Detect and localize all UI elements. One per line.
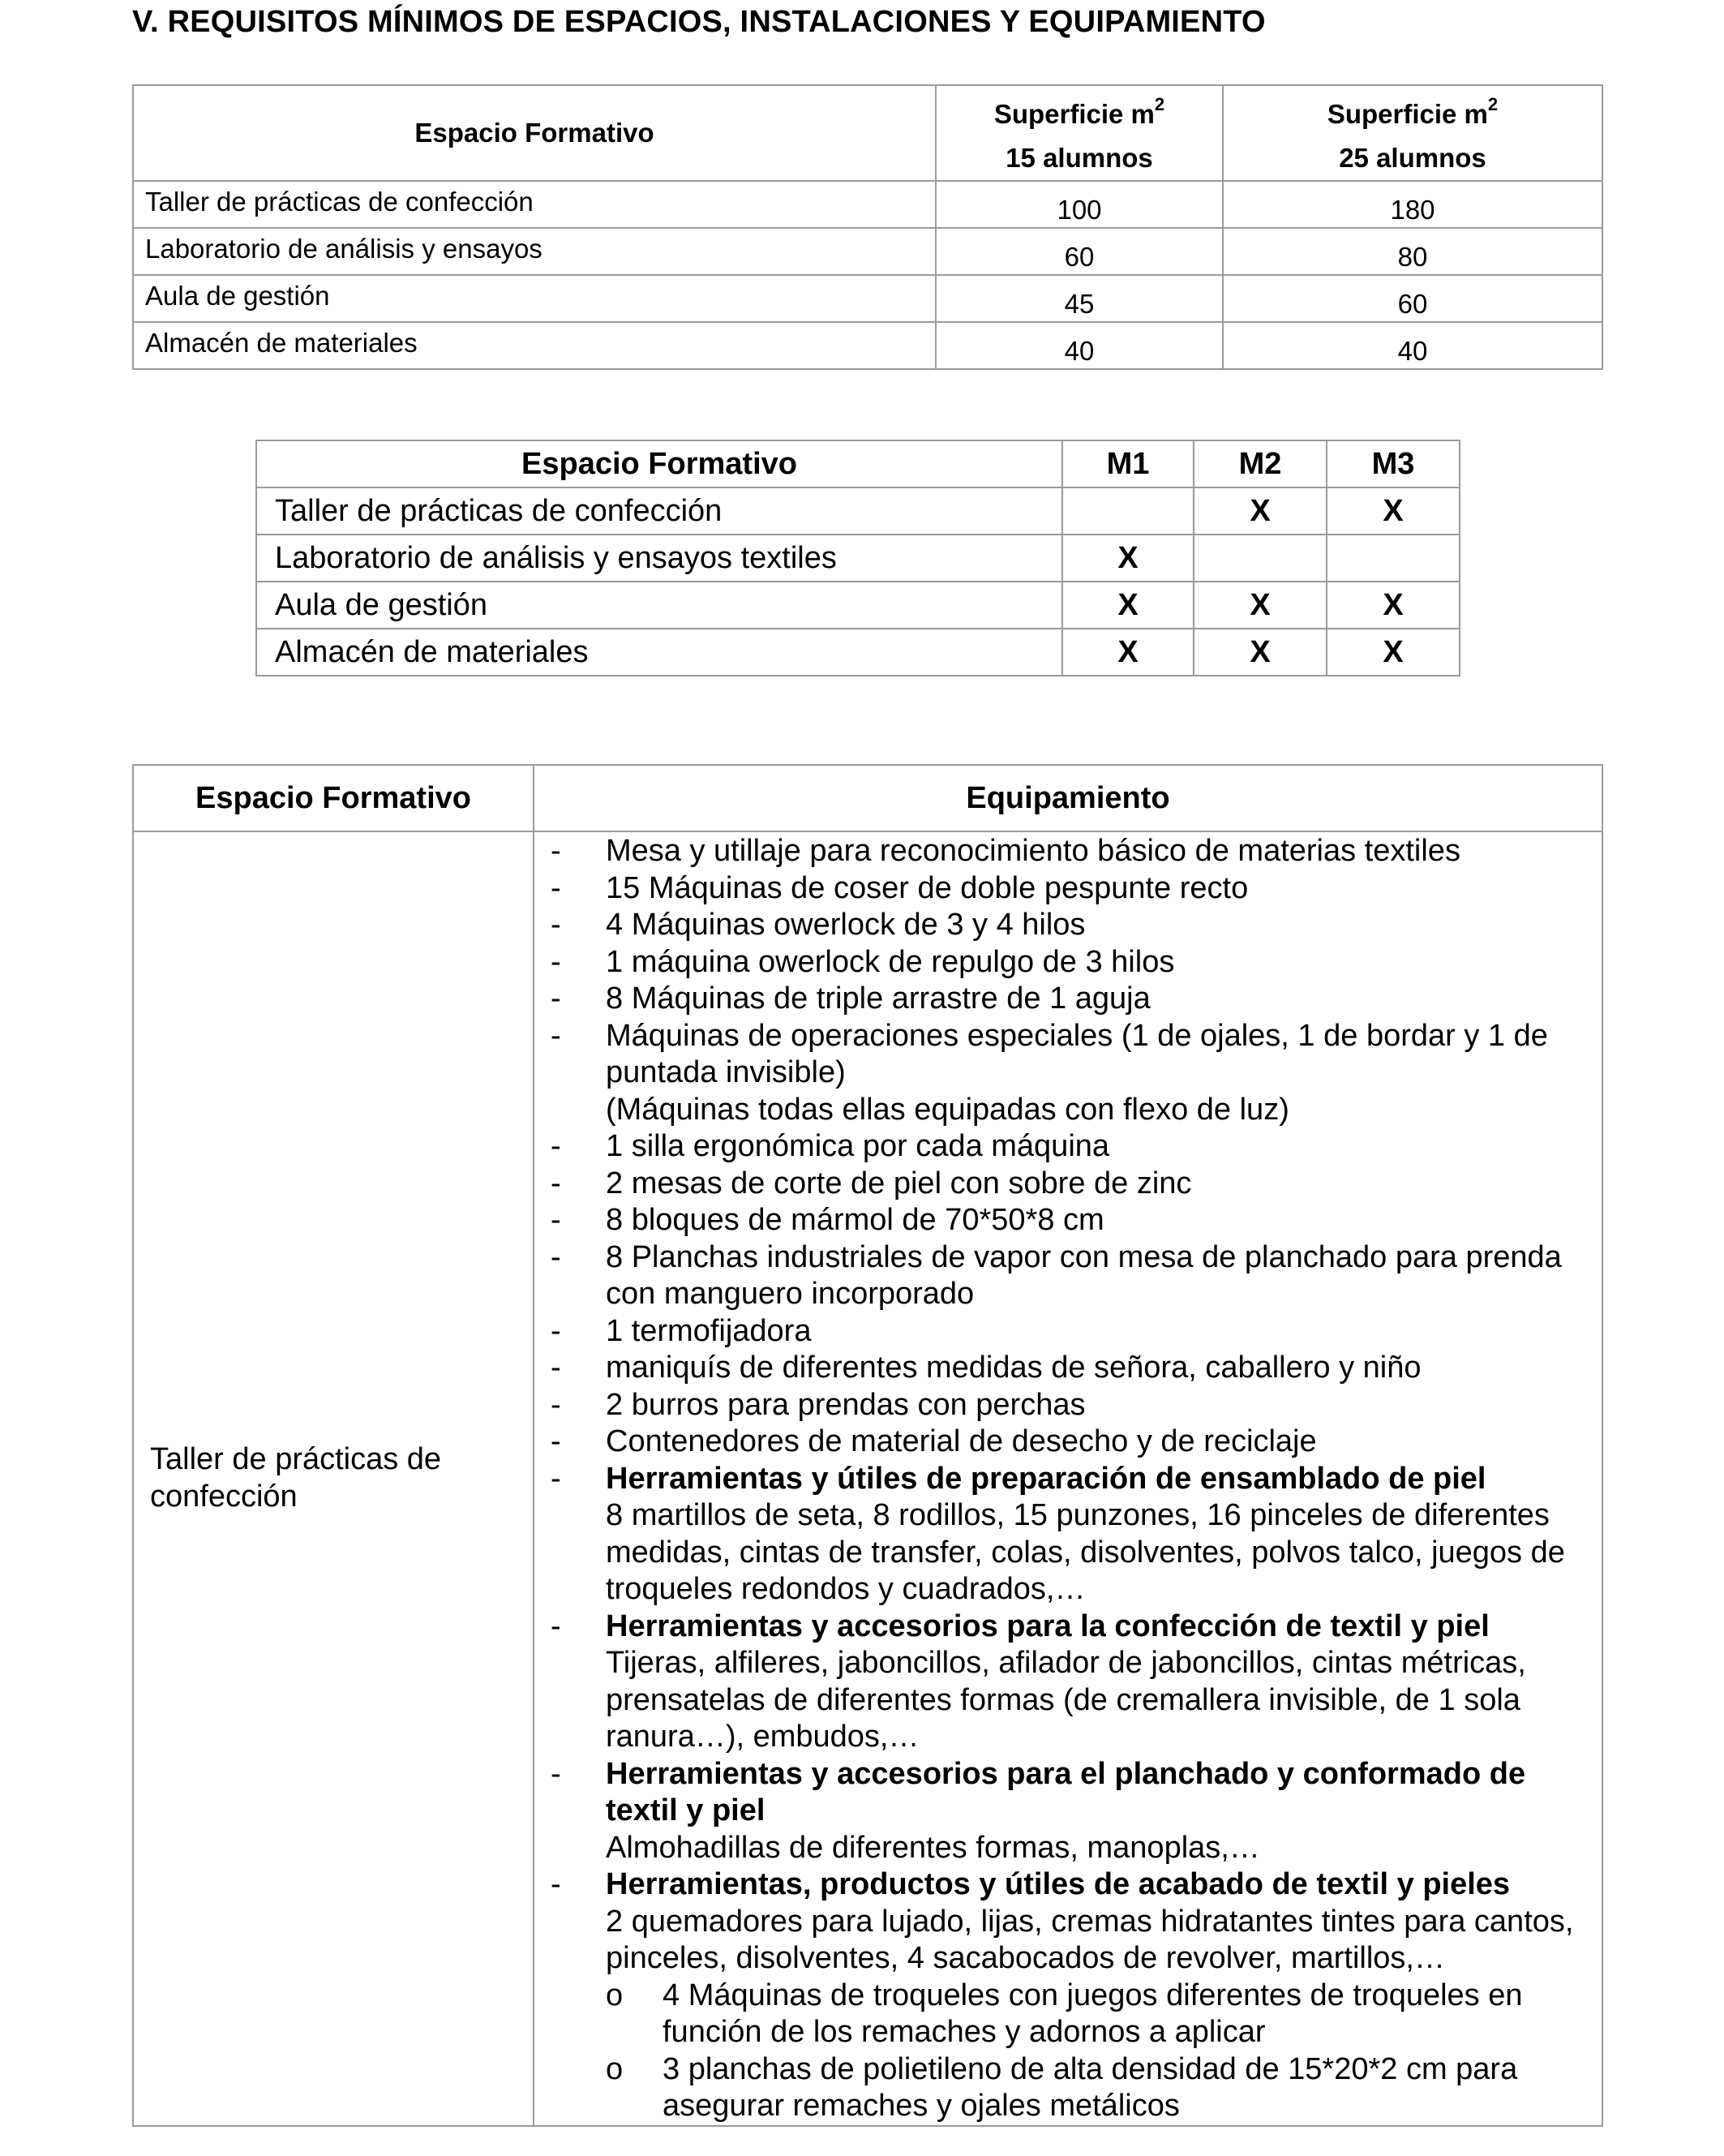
table-row bbox=[133, 228, 1602, 275]
bullet-dash: - bbox=[551, 1608, 561, 1643]
header-space-label: Espacio Formativo bbox=[414, 118, 654, 148]
equipment-sublist bbox=[606, 1978, 1577, 2125]
equipment-item-text: 1 termofijadora bbox=[606, 1313, 812, 1348]
bullet-dash: - bbox=[551, 1129, 561, 1163]
equipment-table bbox=[132, 764, 1603, 2127]
bullet-dash: - bbox=[551, 1756, 561, 1791]
surface-25: 80 bbox=[1223, 228, 1602, 275]
equipment-item-text: Contenedores de material de desecho y de reciclaje bbox=[606, 1424, 1317, 1458]
space-name: Laboratorio de análisis y ensayos textiles bbox=[256, 535, 1062, 582]
header-space: Espacio Formativo bbox=[256, 440, 1062, 487]
space-name: Almacén de materiales bbox=[133, 322, 936, 369]
equipment-item-text: Máquinas de operaciones especiales (1 de ojales, 1 de bordar y 1 de puntada invisible) bbox=[606, 1018, 1548, 1089]
header-surface-25 bbox=[1223, 85, 1602, 181]
bullet-dash: - bbox=[551, 1461, 561, 1496]
m3-mark: X bbox=[1327, 487, 1460, 535]
m2-mark: X bbox=[1194, 487, 1327, 535]
equipment-subitem bbox=[606, 2051, 1577, 2125]
equipment-item-text: 8 Máquinas de triple arrastre de 1 aguja bbox=[606, 981, 1151, 1016]
surface-table bbox=[132, 84, 1603, 370]
equipment-item-text: maniquís de diferentes medidas de señora, caballero y niño bbox=[606, 1351, 1422, 1385]
equipment-item bbox=[534, 1313, 1577, 1351]
equipment-item-text: 8 martillos de seta, 8 rodillos, 15 punzones, 16 pinceles de diferentes medidas, cintas de transfer, colas, disolventes, polvos talco, juegos de troqueles redondos y cuadrados,… bbox=[606, 1498, 1565, 1606]
m1-mark bbox=[1062, 487, 1194, 535]
table-row bbox=[133, 181, 1602, 228]
table-row bbox=[256, 535, 1460, 582]
equipment-item bbox=[534, 1166, 1577, 1203]
equipment-item-text: Mesa y utillaje para reconocimiento básico de materias textiles bbox=[606, 834, 1460, 868]
surface-25: 60 bbox=[1223, 275, 1602, 322]
equipment-item-text: 1 máquina owerlock de repulgo de 3 hilos bbox=[606, 944, 1175, 979]
equipment-item-text: 8 bloques de mármol de 70*50*8 cm bbox=[606, 1203, 1104, 1237]
equipment-item bbox=[534, 944, 1577, 981]
equipment-item-text: Tijeras, alfileres, jaboncillos, afilador de jaboncillos, cintas métricas, prensatelas de diferentes formas (de cremallera invisible, de 1 sola ranura…), embudos,… bbox=[606, 1646, 1526, 1754]
m1-mark: X bbox=[1062, 582, 1194, 629]
header-surface-25-label: Superficie m bbox=[1327, 99, 1488, 129]
equipment-subitem bbox=[606, 1978, 1577, 2051]
equipment-item bbox=[534, 907, 1577, 944]
equipment-item-text: 15 Máquinas de coser de doble pespunte recto bbox=[606, 870, 1249, 905]
equipment-item-note: (Máquinas todas ellas equipadas con flexo de luz) bbox=[606, 1092, 1289, 1127]
table-row bbox=[256, 582, 1460, 629]
equipment-item bbox=[534, 981, 1577, 1018]
m2-mark: X bbox=[1194, 582, 1327, 629]
table-row bbox=[133, 322, 1602, 369]
equipment-group-heading: Herramientas y útiles de preparación de ensamblado de piel bbox=[606, 1461, 1486, 1496]
equipment-item bbox=[534, 1128, 1577, 1166]
equipment-cell bbox=[534, 831, 1602, 2126]
space-name: Taller de prácticas de confección bbox=[256, 487, 1062, 535]
equipment-item bbox=[534, 1350, 1577, 1387]
bullet-circle: o bbox=[606, 2051, 624, 2086]
space-name: Taller de prácticas de confección bbox=[133, 831, 534, 2126]
bullet-dash: - bbox=[551, 944, 561, 979]
table-row bbox=[256, 487, 1460, 535]
bullet-circle: o bbox=[606, 1978, 624, 2012]
surface-15: 45 bbox=[936, 275, 1223, 322]
section-title: V. REQUISITOS MÍNIMOS DE ESPACIOS, INSTALACIONES Y EQUIPAMIENTO bbox=[132, 5, 1266, 39]
bullet-dash: - bbox=[551, 981, 561, 1016]
header-surface-15 bbox=[936, 85, 1223, 181]
equipment-item bbox=[534, 1018, 1577, 1129]
header-surface-25-students: 25 alumnos bbox=[1339, 143, 1486, 173]
m1-mark: X bbox=[1062, 535, 1194, 582]
header-m2: M2 bbox=[1194, 440, 1327, 487]
surface-15: 40 bbox=[936, 322, 1223, 369]
equipment-group-heading: Herramientas y accesorios para el planchado y conformado de textil y piel bbox=[606, 1756, 1526, 1827]
equipment-subitem-text: 3 planchas de polietileno de alta densidad de 15*20*2 cm para asegurar remaches y ojales metálicos bbox=[663, 2051, 1518, 2123]
equipment-item bbox=[534, 1461, 1577, 1608]
bullet-dash: - bbox=[551, 1867, 561, 1901]
header-m1: M1 bbox=[1062, 440, 1194, 487]
equipment-item-text: 2 quemadores para lujado, lijas, cremas hidratantes tintes para cantos, pinceles, disolventes, 4 sacabocados de revolver, martillos,… bbox=[606, 1904, 1574, 1975]
space-name: Aula de gestión bbox=[133, 275, 936, 322]
space-name: Taller de prácticas de confección bbox=[133, 181, 936, 228]
module-table-header bbox=[256, 440, 1460, 487]
bullet-dash: - bbox=[551, 1203, 561, 1237]
equipment-item-text: 2 mesas de corte de piel con sobre de zinc bbox=[606, 1166, 1192, 1200]
surface-15: 60 bbox=[936, 228, 1223, 275]
surface-table-header bbox=[133, 85, 1602, 181]
equipment-item-text: 4 Máquinas owerlock de 3 y 4 hilos bbox=[606, 908, 1086, 942]
equipment-item bbox=[534, 1756, 1577, 1867]
equipment-item bbox=[534, 833, 1577, 870]
m3-mark bbox=[1327, 535, 1460, 582]
header-space: Espacio Formativo bbox=[133, 765, 534, 831]
equipment-item bbox=[534, 1239, 1577, 1313]
equipment-list bbox=[534, 833, 1577, 2125]
surface-25: 180 bbox=[1223, 181, 1602, 228]
bullet-dash: - bbox=[551, 1424, 561, 1458]
module-table bbox=[255, 440, 1460, 676]
bullet-dash: - bbox=[551, 1387, 561, 1422]
header-equipment: Equipamiento bbox=[534, 765, 1602, 831]
m2-mark bbox=[1194, 535, 1327, 582]
equipment-item bbox=[534, 1608, 1577, 1756]
equipment-group-heading: Herramientas y accesorios para la confección de textil y piel bbox=[606, 1608, 1490, 1643]
equipment-item bbox=[534, 1387, 1577, 1424]
equipment-item-text: 1 silla ergonómica por cada máquina bbox=[606, 1129, 1110, 1163]
equipment-item bbox=[534, 870, 1577, 908]
space-name: Almacén de materiales bbox=[256, 629, 1062, 676]
header-surface-15-label: Superficie m bbox=[993, 99, 1155, 129]
surface-15: 100 bbox=[936, 181, 1223, 228]
m1-mark: X bbox=[1062, 629, 1194, 676]
bullet-dash: - bbox=[551, 1018, 561, 1053]
header-m3: M3 bbox=[1327, 440, 1460, 487]
header-space bbox=[133, 85, 936, 181]
equipment-group-heading: Herramientas, productos y útiles de acabado de textil y pieles bbox=[606, 1867, 1511, 1901]
equipment-subitem-text: 4 Máquinas de troqueles con juegos diferentes de troqueles en función de los remaches y adornos a aplicar bbox=[663, 1978, 1523, 2049]
m2-mark: X bbox=[1194, 629, 1327, 676]
space-name: Aula de gestión bbox=[256, 582, 1062, 629]
equipment-item-text: 8 Planchas industriales de vapor con mesa de planchado para prenda con manguero incorporado bbox=[606, 1239, 1562, 1311]
table-row bbox=[133, 275, 1602, 322]
bullet-dash: - bbox=[551, 1351, 561, 1385]
bullet-dash: - bbox=[551, 870, 561, 905]
equipment-item bbox=[534, 1424, 1577, 1461]
m3-mark: X bbox=[1327, 582, 1460, 629]
equipment-item bbox=[534, 1202, 1577, 1239]
header-surface-15-students: 15 alumnos bbox=[1006, 143, 1153, 173]
space-name: Laboratorio de análisis y ensayos bbox=[133, 228, 936, 275]
header-surface-15-sup: 2 bbox=[1154, 94, 1165, 114]
surface-25: 40 bbox=[1223, 322, 1602, 369]
table-row bbox=[133, 831, 1602, 2126]
bullet-dash: - bbox=[551, 834, 561, 868]
bullet-dash: - bbox=[551, 908, 561, 942]
bullet-dash: - bbox=[551, 1166, 561, 1200]
equipment-item-text: Almohadillas de diferentes formas, manoplas,… bbox=[606, 1830, 1260, 1865]
equipment-item bbox=[534, 1866, 1577, 2125]
bullet-dash: - bbox=[551, 1239, 561, 1274]
equipment-table-header bbox=[133, 765, 1602, 831]
header-surface-25-sup: 2 bbox=[1487, 94, 1499, 114]
table-row bbox=[256, 629, 1460, 676]
bullet-dash: - bbox=[551, 1313, 561, 1348]
m3-mark: X bbox=[1327, 629, 1460, 676]
equipment-item-text: 2 burros para prendas con perchas bbox=[606, 1387, 1086, 1422]
